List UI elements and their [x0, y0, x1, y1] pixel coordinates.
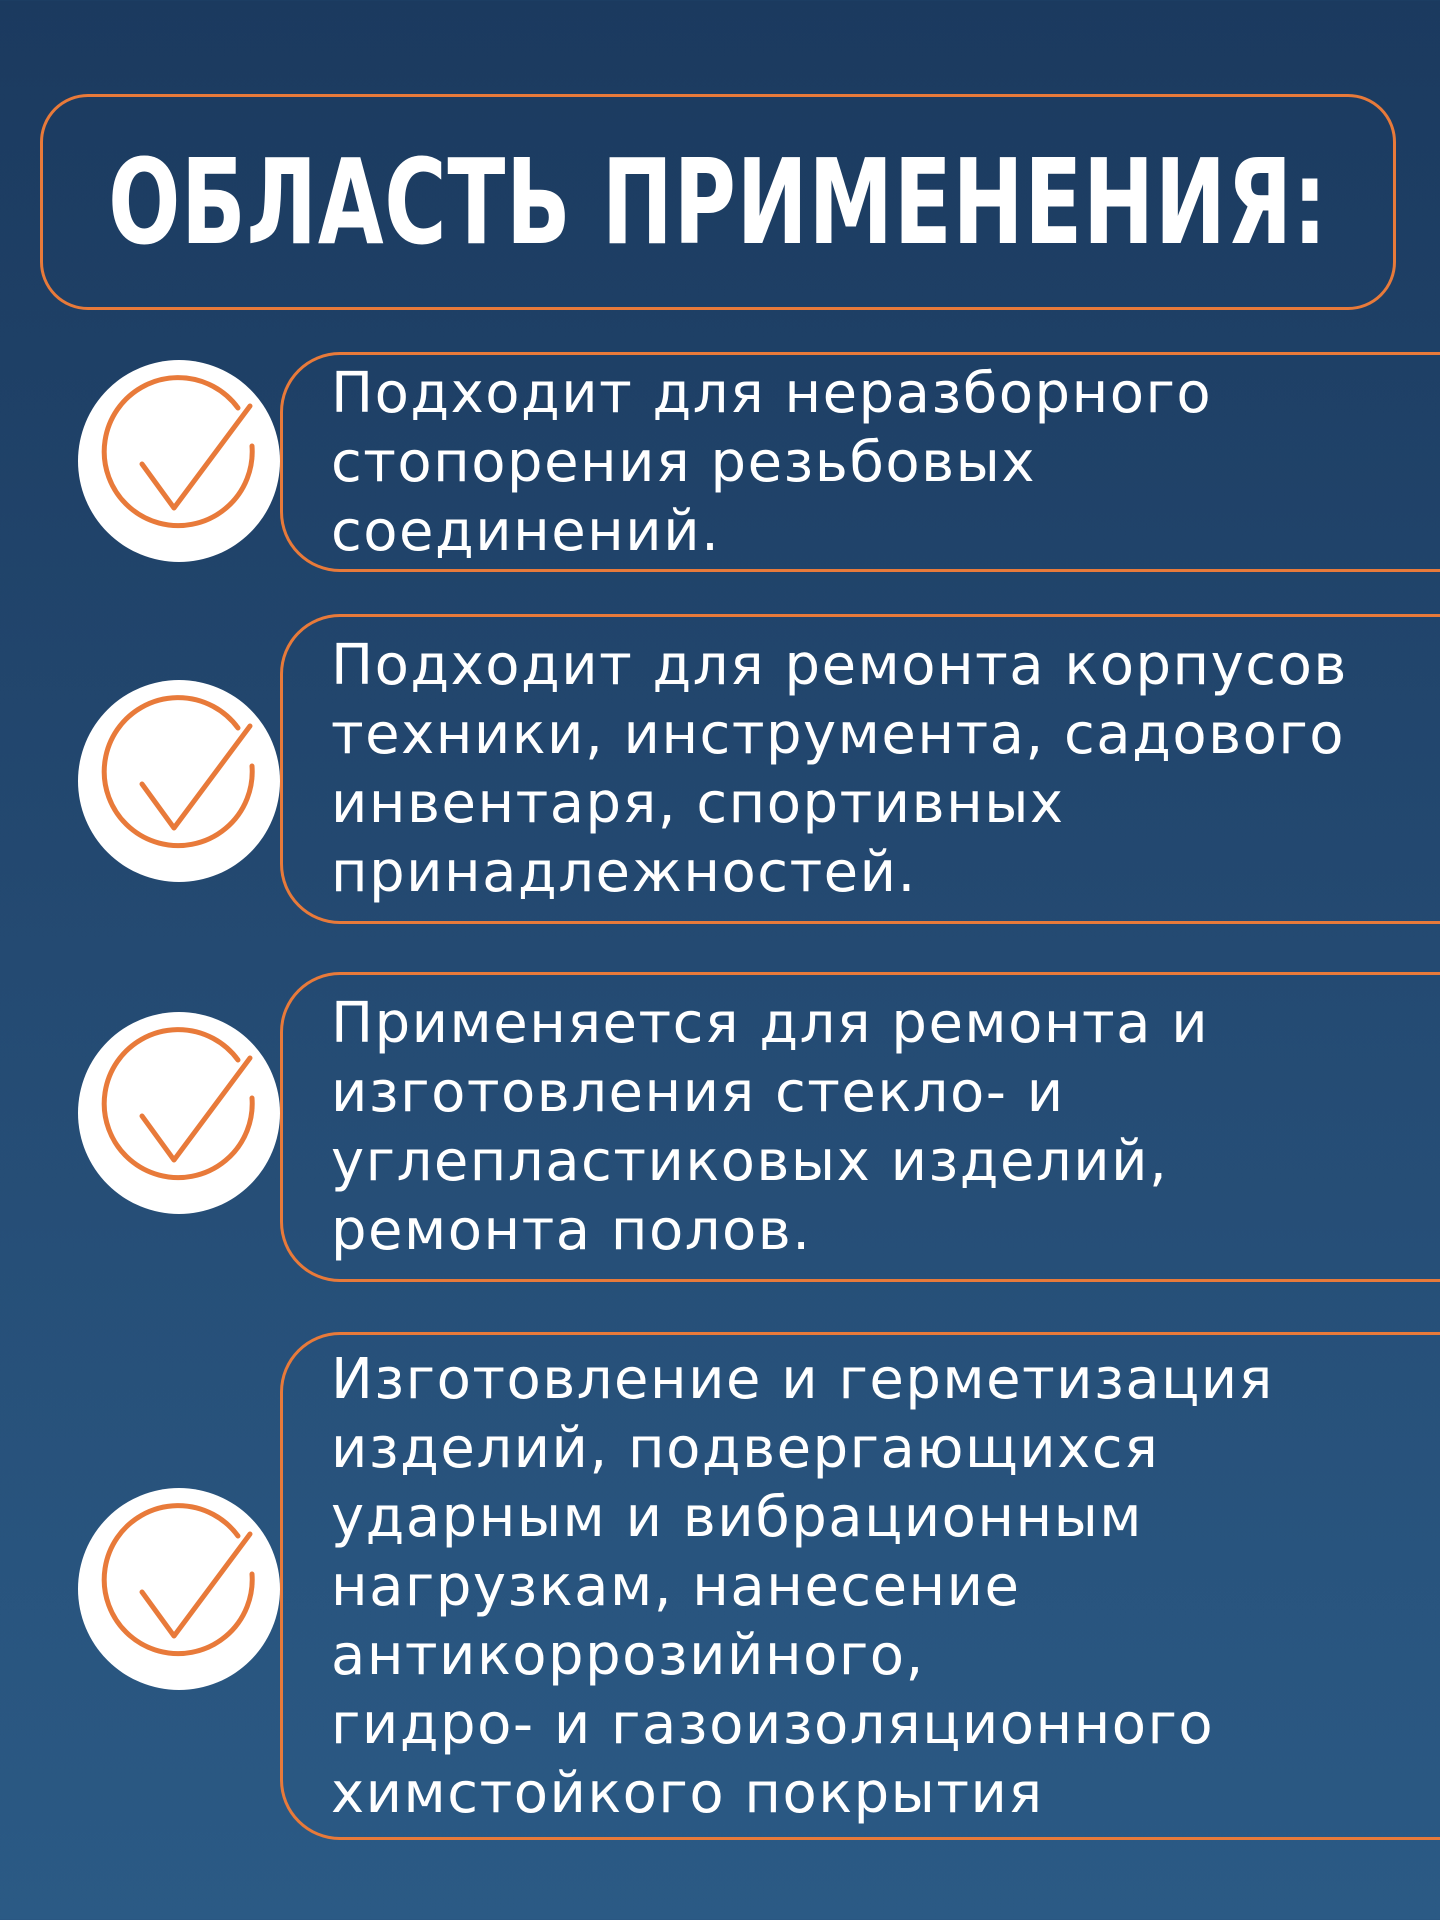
item-text: Подходит для ремонта корпусов техники, инструмента, садового инвентаря, спортивных принадлежностей. — [331, 633, 1348, 905]
title-frame — [40, 94, 1396, 310]
item-text: Применяется для ремонта и изготовления стекло- и углепластиковых изделий, ремонта полов. — [331, 991, 1210, 1263]
item-card — [280, 614, 1440, 924]
item-text: Изготовление и герметизация изделий, подвергающихся ударным и вибрационным нагрузкам, нанесение антикоррозийного, гидро- и газоизоляционного химстойкого покрытия — [331, 1346, 1274, 1826]
check-circle-icon — [78, 1012, 280, 1214]
check-circle-icon — [78, 360, 280, 562]
check-circle-icon — [78, 1488, 280, 1690]
check-circle-icon — [78, 680, 280, 882]
item-text: Подходит для неразборного стопорения резьбовых соединений. — [331, 360, 1213, 564]
item-card — [280, 972, 1440, 1282]
item-card — [280, 352, 1440, 572]
page-title: ОБЛАСТЬ ПРИМЕНЕНИЯ: — [108, 133, 1328, 271]
item-card — [280, 1332, 1440, 1840]
